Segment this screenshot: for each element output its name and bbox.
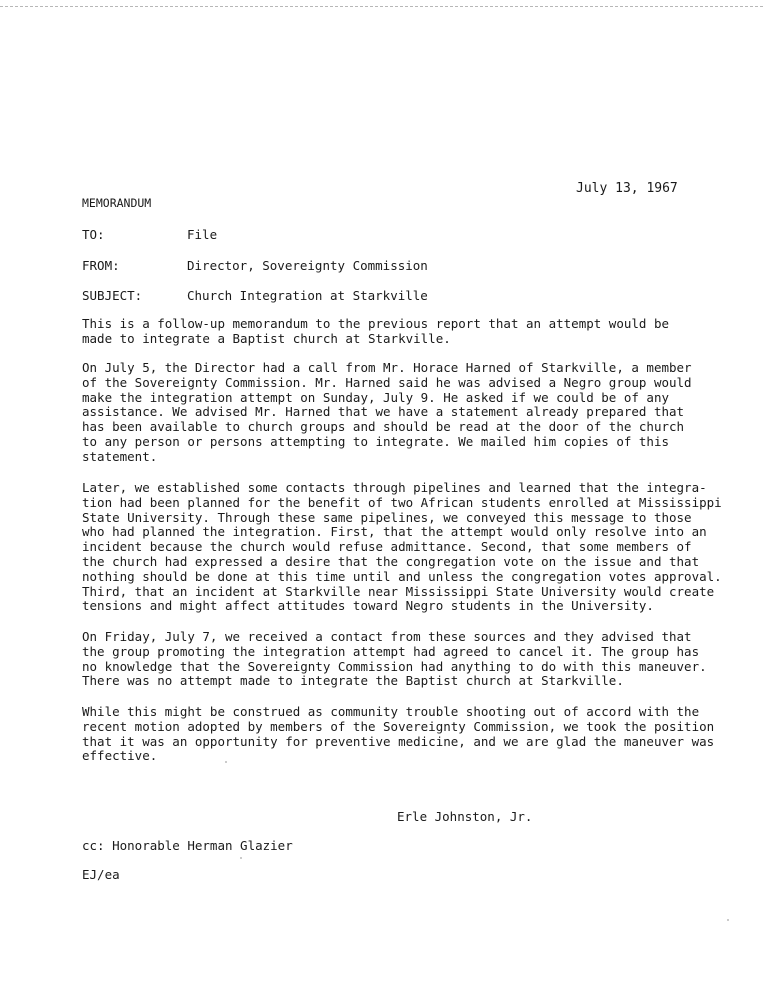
paragraph-call (82, 361, 722, 465)
memo-date: July 13, 1967 (576, 181, 678, 196)
typist-initials: EJ/ea (82, 867, 120, 882)
subject-label: SUBJECT: (82, 288, 143, 303)
text-line: assistance. We advised Mr. Harned that we have a statement already prepared that (82, 404, 685, 420)
to-label: TO: (82, 227, 105, 242)
text-line: effective. (82, 748, 158, 764)
paragraph-pipelines (82, 481, 722, 614)
text-line: of the Sovereignty Commission. Mr. Harned said he was advised a Negro group would (82, 374, 692, 390)
text-line: that it was an opportunity for preventive medicine, and we are glad the maneuver was (82, 733, 715, 749)
text-line: recent motion adopted by members of the Sovereignty Commission, we took the position (82, 718, 715, 734)
from-value: Director, Sovereignty Commission (187, 258, 428, 273)
text-line: has been available to church groups and should be read at the door of the church (82, 419, 685, 435)
scan-speck (225, 761, 227, 763)
text-line: no knowledge that the Sovereignty Commission had anything to do with this maneuver. (82, 658, 707, 674)
text-line: There was no attempt made to integrate the Baptist church at Starkville. (82, 673, 624, 689)
cc-line: cc: Honorable Herman Glazier (82, 838, 293, 853)
paragraph-conclusion (82, 705, 722, 764)
signature-name: Erle Johnston, Jr. (397, 809, 533, 824)
text-line: tion had been planned for the benefit of two African students enrolled at Mississippi (82, 494, 722, 510)
page-top-edge (0, 0, 763, 7)
text-line: This is a follow-up memorandum to the previous report that an attempt would be (82, 316, 669, 331)
text-line: On Friday, July 7, we received a contact from these sources and they advised that (82, 629, 692, 644)
memo-title: MEMORANDUM (82, 196, 152, 210)
text-line: the group promoting the integration attempt had agreed to cancel it. The group has (82, 643, 700, 659)
text-line: who had planned the integration. First, that the attempt would only resolve into an (82, 524, 707, 540)
text-line: Third, that an incident at Starkville near Mississippi State University would create (82, 583, 715, 599)
scan-speck (240, 857, 242, 859)
text-line: made to integrate a Baptist church at Starkville. (82, 330, 451, 346)
text-line: nothing should be done at this time until and unless the congregation votes approval. (82, 568, 722, 584)
scan-speck (727, 919, 729, 921)
from-label: FROM: (82, 258, 120, 273)
text-line: While this might be construed as community trouble shooting out of accord with the (82, 704, 700, 719)
text-line: Later, we established some contacts through pipelines and learned that the integra- (82, 480, 707, 495)
text-line: On July 5, the Director had a call from Mr. Horace Harned of Starkville, a member (82, 360, 692, 375)
paragraph-cancellation (82, 630, 722, 689)
to-value: File (187, 227, 218, 242)
text-line: statement. (82, 448, 158, 464)
text-line: State University. Through these same pipelines, we conveyed this message to those (82, 509, 692, 525)
text-line: the church had expressed a desire that the congregation vote on the issue and that (82, 553, 700, 569)
subject-value: Church Integration at Starkville (187, 288, 428, 303)
text-line: tensions and might affect attitudes toward Negro students in the University. (82, 598, 654, 614)
text-line: make the integration attempt on Sunday, July 9. He asked if we could be of any (82, 389, 669, 405)
paragraph-intro (82, 317, 722, 347)
text-line: to any person or persons attempting to integrate. We mailed him copies of this (82, 433, 669, 449)
text-line: incident because the church would refuse admittance. Second, that some members of (82, 539, 692, 555)
